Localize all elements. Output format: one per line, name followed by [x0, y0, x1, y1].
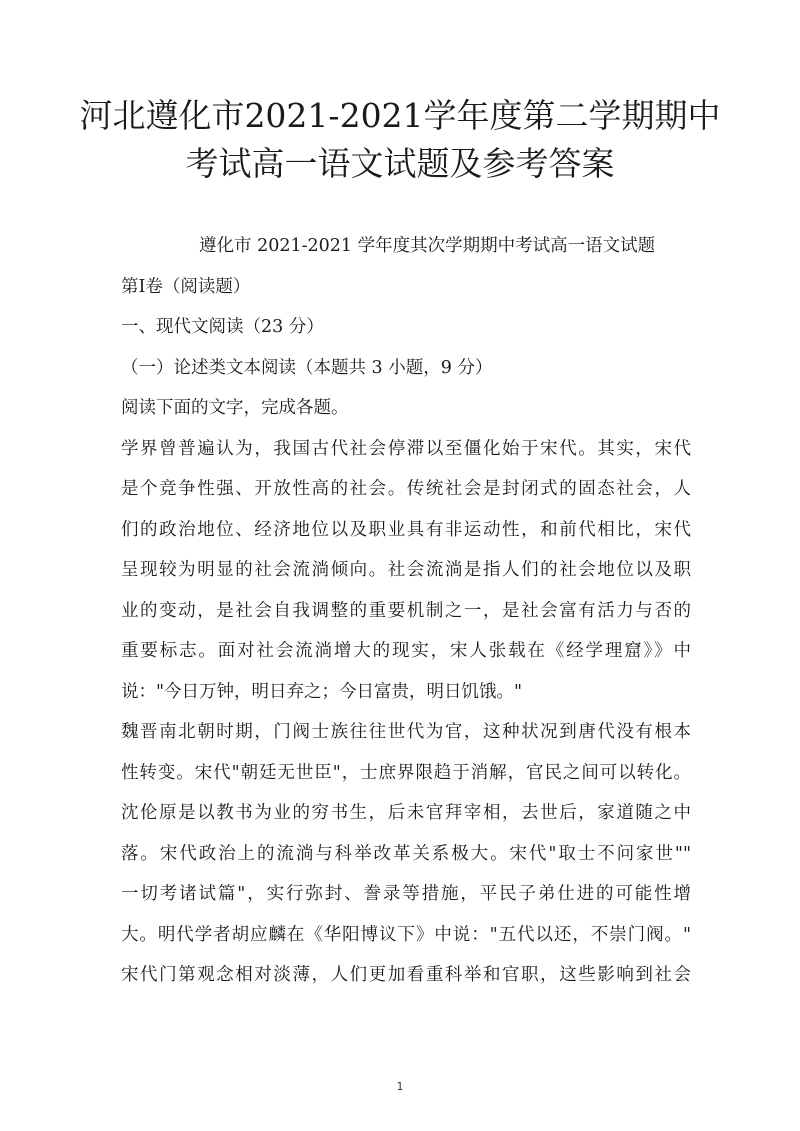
paragraph-2-line: 性转变。宋代"朝廷无世臣"，士庶界限趋于消解，官民之间可以转化。: [121, 762, 691, 783]
paragraph-2-line: 一切考诸试篇"，实行弥封、誊录等措施，平民子弟仕进的可能性增: [121, 884, 691, 904]
title-line-2: 考试高一语文试题及参考答案: [185, 144, 615, 183]
volume-heading: 第Ⅰ卷（阅读题）: [121, 276, 251, 297]
reading-instruction: 阅读下面的文字，完成各题。: [121, 398, 349, 418]
paragraph-1-line: 重要标志。面对社会流淌增大的现实，宋人张载在《经学理窟》》中: [121, 641, 691, 661]
page-number: 1: [396, 1080, 404, 1093]
title-line-1: 河北遵化市2021-2021学年度第二学期期中: [79, 96, 721, 135]
paragraph-1-line: 们的政治地位、经济地位以及职业具有非运动性，和前代相比，宋代: [121, 519, 691, 540]
paragraph-2-line: 魏晋南北朝时期，门阀士族往往世代为官，这种状况到唐代没有根本: [121, 722, 691, 742]
section-heading: 一、现代文阅读（23 分）: [121, 317, 324, 337]
document-body: [121, 226, 691, 996]
paragraph-2-line: 宋代门第观念相对淡薄，人们更加看重科举和官职，这些影响到社会: [121, 965, 691, 985]
paragraph-2-line: 沈伦原是以教书为业的穷书生，后未官拜宰相，去世后，家道随之中: [121, 803, 691, 823]
paragraph-1-line: 学界曾普遍认为，我国古代社会停滞以至僵化始于宋代。其实，宋代: [121, 438, 691, 459]
paragraph-1-line: 呈现较为明显的社会流淌倾向。社会流淌是指人们的社会地位以及职: [121, 560, 691, 580]
paragraph-2-line: 大。明代学者胡应麟在《华阳博议下》中说："五代以还，不崇门阀。": [121, 924, 691, 945]
paragraph-1-line: 业的变动，是社会自我调整的重要机制之一，是社会富有活力与否的: [121, 600, 691, 621]
paragraph-2-line: 落。宋代政治上的流淌与科举改革关系极大。宋代"取士不问家世"": [121, 843, 691, 864]
subsection-heading: （一）论述类文本阅读（本题共 3 小题，9 分）: [121, 357, 493, 378]
paragraph-1-line: 是个竞争性强、开放性高的社会。传统社会是封闭式的固态社会，人: [121, 479, 691, 499]
exam-title: 遵化市 2021-2021 学年度其次学期期中考试高一语文试题: [199, 236, 656, 256]
document-title: [0, 92, 800, 188]
paragraph-1-line: 说："今日万钟，明日弃之；今日富贵，明日饥饿。": [121, 681, 523, 702]
